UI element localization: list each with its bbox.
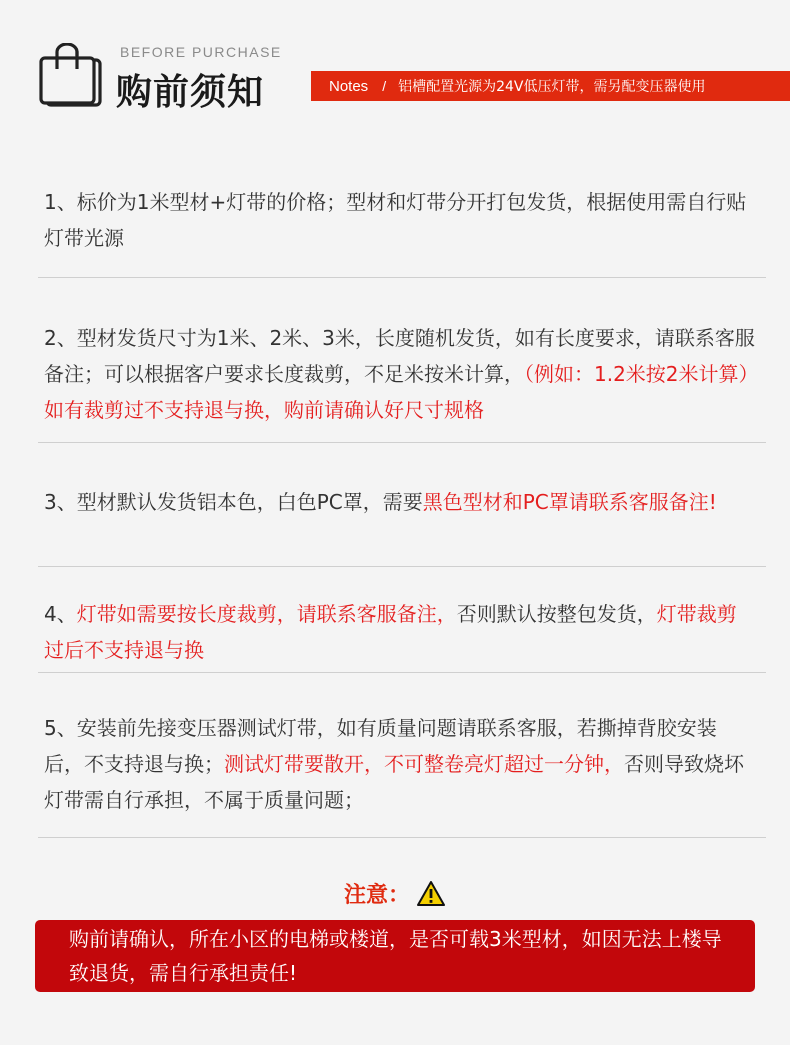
- header: [0, 0, 790, 130]
- item-text: 4、: [44, 602, 77, 626]
- item-text-highlight: （例如：1.2米按2米计算）如有裁剪过不支持退与换，购前请确认好尺寸规格: [44, 362, 749, 422]
- notice-text: 购前请确认，所在小区的电梯或楼道，是否可载3米型材，如因无法上楼导致退货，需自行承担责任!: [69, 927, 722, 985]
- notice-item-3: [44, 484, 756, 520]
- notice-item-1: [44, 184, 756, 256]
- item-text: 5、安装前先接变压器测试灯带，如有质量问题请联系客服，若撕掉背胶安装后，不支持退与换；: [44, 716, 717, 776]
- notice-item-4: [44, 596, 756, 668]
- divider: [38, 442, 766, 443]
- item-text-highlight: 灯带裁剪过后不支持退与换: [44, 602, 737, 662]
- page-title: 购前须知: [116, 72, 265, 113]
- notice-item-2: [44, 320, 756, 428]
- divider: [38, 672, 766, 673]
- notes-text: 铝槽配置光源为24V低压灯带，需另配变压器使用: [398, 79, 706, 95]
- warning-triangle-icon: [416, 880, 446, 907]
- header-subtitle-en: BEFORE PURCHASE: [120, 44, 282, 60]
- item-text-highlight: 灯带如需要按长度裁剪，请联系客服备注，: [76, 602, 457, 626]
- notice-box: [35, 920, 755, 992]
- notes-separator: /: [382, 78, 387, 94]
- item-text: 1、标价为1米型材+灯带的价格；型材和灯带分开打包发货，根据使用需自行贴灯带光源: [44, 190, 747, 250]
- item-text-highlight: 测试灯带要散开，不可整卷亮灯超过一分钟，: [224, 752, 624, 776]
- item-text: 2、型材发货尺寸为1米、2米、3米，长度随机发货，如有长度要求，请联系客服备注；可以根据客户要求长度裁剪，不足米按米计算，: [44, 326, 755, 386]
- divider: [38, 277, 766, 278]
- notice-heading: [0, 878, 790, 909]
- item-text-highlight: 黑色型材和PC罩请联系客服备注!: [422, 490, 717, 514]
- notice-item-5: [44, 710, 756, 818]
- item-text: 否则导致烧坏灯带需自行承担，不属于质量问题；: [44, 752, 744, 812]
- shopping-bag-icon: [38, 43, 104, 109]
- divider: [38, 837, 766, 838]
- item-text: 否则默认按整包发货，: [456, 602, 657, 626]
- notes-label: Notes: [329, 77, 369, 95]
- item-text: 3、型材默认发货铝本色，白色PC罩，需要: [44, 490, 423, 514]
- divider: [38, 566, 766, 567]
- notice-label: 注意：: [343, 883, 410, 908]
- notes-banner: [311, 71, 790, 101]
